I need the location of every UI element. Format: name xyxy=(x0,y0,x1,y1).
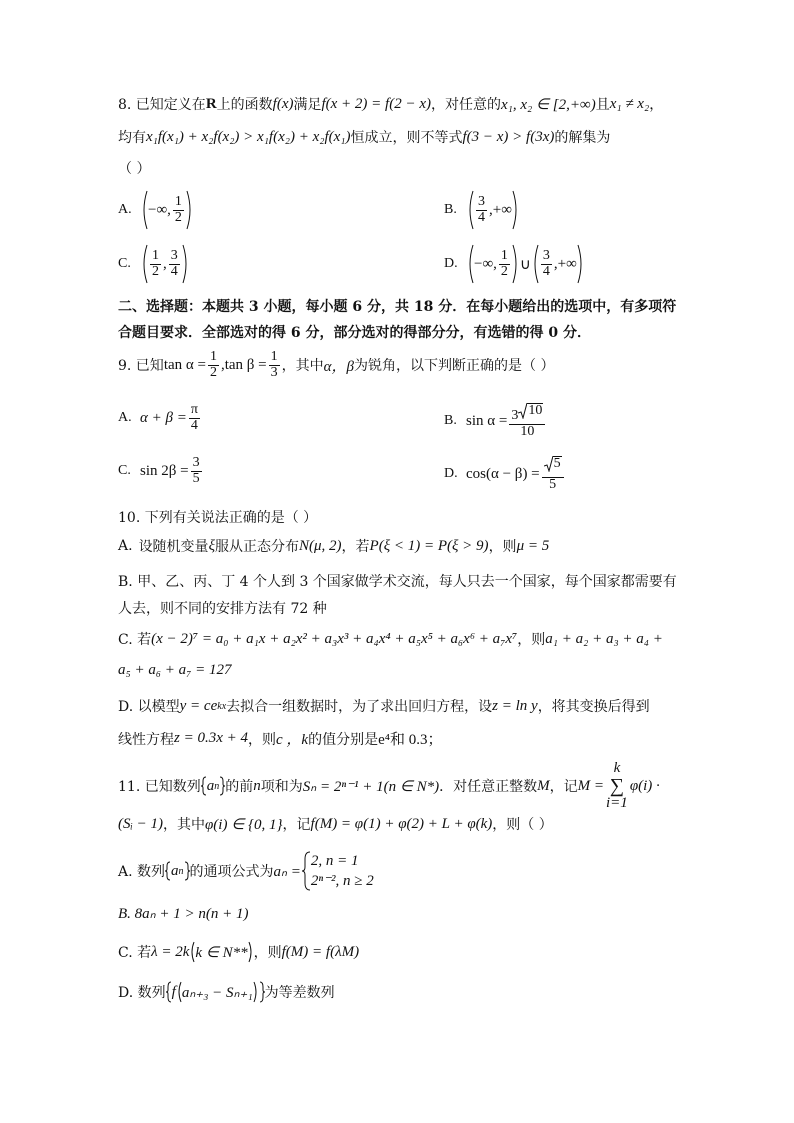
q8-function: f(x) xyxy=(272,95,294,112)
q11-phi-set: φ(i) ∈ {0, 1} xyxy=(205,816,283,833)
fraction-denominator: 2 xyxy=(500,263,508,279)
q11-M: M xyxy=(537,777,550,794)
q10-values: e⁴和 0.3； xyxy=(378,732,443,748)
q11-stem-line-1 xyxy=(118,761,694,811)
q11-phi: φ(i) · xyxy=(629,777,660,794)
q10-option-b-line-1 xyxy=(118,571,694,591)
q8-text: ， xyxy=(649,97,664,113)
option-label: C. xyxy=(118,463,131,479)
q10-sum: a₁ + a₂ + a₃ + a₄ + xyxy=(545,630,663,647)
fraction-numerator: 1 xyxy=(209,349,217,364)
q10-text: 线性方程 xyxy=(118,731,174,748)
q10-variable: ξ xyxy=(208,537,215,554)
q11-stem-line-2 xyxy=(118,814,694,834)
radicand: 10 xyxy=(528,403,543,419)
fraction-denominator: 4 xyxy=(478,209,485,225)
right-paren-icon xyxy=(512,244,520,284)
right-paren-icon xyxy=(186,190,194,230)
q11-lambda: λ = 2k xyxy=(151,943,190,960)
q11-subscript: n xyxy=(214,780,220,792)
option-label: C. 若 xyxy=(118,945,152,961)
left-paren-icon xyxy=(466,244,474,284)
left-paren-icon xyxy=(531,244,539,284)
q8-text: 8. 已知定义在 xyxy=(118,97,206,113)
q8-blank xyxy=(118,158,694,178)
q11-text: 为等差数列 xyxy=(264,985,335,1001)
sum-upper: k xyxy=(613,760,621,776)
q11-option-d xyxy=(118,981,694,1003)
right-paren-icon xyxy=(182,244,190,284)
q8-text: 满足 xyxy=(293,97,322,113)
section-heading: 合题目要求．全部选对的得 6 分，部分选对的得部分分，有选错的得 0 分． xyxy=(118,325,591,341)
fraction-numerator xyxy=(542,456,564,478)
fraction xyxy=(542,456,564,492)
q11-text: 的前 xyxy=(225,779,254,795)
sqrt-icon xyxy=(544,456,553,472)
q10-mu: μ = 5 xyxy=(516,537,550,554)
fraction xyxy=(191,456,202,486)
q8-domain: x₁, x₂ ∈ [2,+∞) xyxy=(500,96,596,113)
q11-text: ，则 xyxy=(253,945,282,961)
q10-model: y = ce xyxy=(179,697,218,714)
left-paren-icon xyxy=(466,190,474,230)
fraction-numerator: 3 xyxy=(478,193,485,209)
union-symbol: ∪ xyxy=(519,256,531,273)
q9-stem xyxy=(118,350,694,380)
q11-text: ，记 xyxy=(282,817,311,833)
case-brace-icon xyxy=(301,851,311,891)
q10-text: 去拟合一组数据时，为了求出回归方程，设 xyxy=(226,699,493,715)
q10-probability: P(ξ < 1) = P(ξ > 9) xyxy=(369,537,489,554)
q10-text: ，则 xyxy=(517,632,546,648)
q9-text: 为锐角，以下判断正确的是（ ） xyxy=(354,358,555,375)
fraction-numerator: 1 xyxy=(270,349,278,364)
fraction-denominator: 4 xyxy=(190,417,198,433)
q8-option-d xyxy=(444,244,585,284)
fraction xyxy=(476,195,487,225)
fraction-numerator: 1 xyxy=(152,247,159,263)
fraction-denominator: 10 xyxy=(520,423,535,439)
piecewise-cases xyxy=(311,851,374,892)
q11-factor: (Sᵢ − 1) xyxy=(118,815,163,832)
q11-text: ，记 xyxy=(549,779,578,795)
fraction-numerator: 1 xyxy=(500,247,508,263)
q11-sequence: a xyxy=(171,862,179,879)
q10-option-b-line-2 xyxy=(118,598,694,618)
section-heading-line-1 xyxy=(118,296,694,316)
q11-option-b xyxy=(118,904,694,923)
option-label: A. 数列 xyxy=(118,864,166,881)
interval-left: −∞, xyxy=(474,255,497,272)
q10-params: c ，k xyxy=(276,732,309,748)
interval-right: ,+∞ xyxy=(489,201,512,218)
q11-subscript: n xyxy=(178,865,184,877)
q11-option-c xyxy=(118,941,694,963)
q11-fM: f(M) = φ(1) + φ(2) + L + φ(k) xyxy=(310,815,493,832)
fraction-denominator: 5 xyxy=(549,476,557,492)
option-expr: sin α = xyxy=(466,412,508,429)
q10-linear-equation: z = 0.3x + 4 xyxy=(174,730,248,746)
q10-text: 10. 下列有关说法正确的是（ ） xyxy=(118,510,318,526)
q11-inner-expr: aₙ₊₃ − Sₙ₊₁ xyxy=(181,984,253,1001)
q10-option-b-text: B. 甲、乙、丙、丁 4 个人到 3 个国家做学术交流，每人只去一个国家，每个国家都需要有 xyxy=(118,574,677,590)
coefficient: 3 xyxy=(511,408,519,423)
q11-option-b-text: B. 8aₙ + 1 > n(n + 1) xyxy=(118,906,249,922)
q10-expansion: (x − 2)⁷ = a₀ + a₁x + a₂x² + a₃x³ + a₄x⁴ + a₅x⁵ + a₆x⁶ + a₇x⁷ xyxy=(151,630,518,647)
q9-tan-beta: ,tan β = xyxy=(220,356,267,373)
q11-text: 项和为 xyxy=(260,779,303,795)
option-label: D. 以模型 xyxy=(118,699,180,715)
q9-vars: α，β xyxy=(323,358,354,375)
fraction-numerator: 3 xyxy=(170,247,178,263)
q9-option-c xyxy=(118,456,204,486)
option-label: A. xyxy=(118,202,132,217)
q10-stem xyxy=(118,507,694,527)
fraction xyxy=(499,249,510,279)
sqrt xyxy=(544,456,562,472)
case-2: 2ⁿ⁻², n ≥ 2 xyxy=(310,873,374,890)
fraction-numerator xyxy=(509,403,545,425)
fraction-denominator: 2 xyxy=(209,364,217,380)
q11-text: ．对任意正整数 xyxy=(439,779,538,795)
q9-tan-alpha: tan α = xyxy=(163,356,206,373)
left-paren-icon xyxy=(140,190,148,230)
q10-option-d-line-1 xyxy=(118,696,694,716)
fraction-numerator: 3 xyxy=(542,247,550,263)
q8-line-1 xyxy=(118,94,694,114)
q10-model-exponent: kx xyxy=(217,700,227,712)
q9-option-d xyxy=(444,456,566,492)
q8-set-R: R xyxy=(205,95,217,112)
case-1: 2, n = 1 xyxy=(310,853,359,869)
summation xyxy=(606,761,628,811)
fraction xyxy=(208,350,219,380)
sqrt xyxy=(518,403,543,419)
q9-option-a xyxy=(118,403,202,433)
option-label: A. xyxy=(118,538,133,554)
q10-text: 服从正态分布 xyxy=(215,539,299,555)
q10-sum: a₅ + a₆ + a₇ = 127 xyxy=(118,662,232,678)
option-label: B. xyxy=(444,202,457,217)
q11-text: ，其中 xyxy=(163,817,205,833)
right-paren-icon xyxy=(577,244,585,284)
q9-option-b xyxy=(444,403,547,439)
q8-text: 均有 xyxy=(118,130,146,146)
q10-option-a xyxy=(118,536,694,556)
fraction-numerator: π xyxy=(190,402,198,417)
q11-M-eq: M = xyxy=(577,777,605,794)
fraction xyxy=(173,195,184,225)
option-label: D. xyxy=(444,466,458,482)
q8-option-b xyxy=(444,190,520,230)
option-expr: cos(α − β) = xyxy=(466,465,540,482)
q8-option-c xyxy=(118,244,190,284)
section-heading: 二、选择题：本题共 3 小题，每小题 6 分，共 18 分．在每小题给出的选项中，有多项符 xyxy=(118,299,677,315)
left-paren-icon xyxy=(140,244,148,284)
fraction xyxy=(509,403,545,439)
q10-text: 的值分别是 xyxy=(308,731,379,748)
q10-distribution: N(μ, 2) xyxy=(299,537,342,554)
option-expr: sin 2β = xyxy=(140,462,189,479)
answer-blank: （ ） xyxy=(118,161,151,177)
q10-text: ，则 xyxy=(488,539,517,555)
q11-text: ，则（ ） xyxy=(492,817,553,833)
option-label: D. xyxy=(444,256,458,271)
q11-function: f xyxy=(171,983,176,1000)
option-label: A. xyxy=(118,410,132,426)
fraction xyxy=(150,249,161,279)
q11-text: 11. 已知数列 xyxy=(118,779,201,795)
q9-text: 9. 已知 xyxy=(118,358,164,375)
interval-left: −∞, xyxy=(148,201,171,218)
fraction xyxy=(189,403,200,433)
fraction xyxy=(169,249,180,279)
fraction-denominator: 2 xyxy=(152,263,159,279)
fraction-denominator: 4 xyxy=(170,263,178,279)
q10-option-c-line-2 xyxy=(118,662,694,679)
q10-substitution: z = ln y xyxy=(492,697,538,714)
q8-option-a xyxy=(118,190,194,230)
q11-option-a xyxy=(118,851,694,892)
q8-text: 的解集为 xyxy=(554,130,611,146)
option-expr: α + β = xyxy=(140,409,187,426)
q10-option-d-line-2 xyxy=(118,728,694,749)
q10-option-c-line-1 xyxy=(118,629,694,649)
radicand: 5 xyxy=(553,456,561,472)
q11-partial-sum: Sₙ = 2ⁿ⁻¹ + 1(n ∈ N*) xyxy=(302,778,440,795)
q8-text: 恒成立，则不等式 xyxy=(350,130,463,146)
option-label: C. xyxy=(118,256,131,271)
q11-condition: k ∈ N** xyxy=(195,944,248,961)
fraction xyxy=(269,350,280,380)
sqrt-icon xyxy=(518,403,527,419)
q8-target-inequality: f(3 − x) > f(3x) xyxy=(462,128,555,145)
q9-text: ，其中 xyxy=(281,358,324,375)
q11-sequence: a xyxy=(206,777,215,794)
q11-equation: f(M) = f(λM) xyxy=(281,943,360,960)
fraction-denominator: 5 xyxy=(192,470,200,486)
option-label: C. 若 xyxy=(118,632,152,648)
right-paren-icon xyxy=(512,190,520,230)
interval-right: ,+∞ xyxy=(553,255,577,272)
q8-text: 且 xyxy=(595,97,610,113)
q8-inequality: x₁f(x₁) + x₂f(x₂) > x₁f(x₂) + x₂f(x₁) xyxy=(146,128,351,145)
fraction-numerator: 3 xyxy=(192,455,200,470)
q11-n: n xyxy=(253,777,261,794)
q11-text: 的通项公式为 xyxy=(189,864,274,881)
sigma-icon: ∑ xyxy=(609,775,625,797)
q8-line-2 xyxy=(118,127,694,147)
fraction-denominator: 3 xyxy=(270,364,278,380)
fraction-denominator: 2 xyxy=(174,209,182,225)
q8-text: ，对任意的 xyxy=(430,97,501,113)
sum-lower: i=1 xyxy=(606,795,628,811)
fraction-numerator: 1 xyxy=(174,193,182,209)
q8-condition: f(x + 2) = f(2 − x) xyxy=(321,95,431,112)
option-label: D. 数列 xyxy=(118,985,166,1001)
section-heading-line-2 xyxy=(118,322,694,342)
comma: , xyxy=(163,255,167,272)
q8-neq: x₁ ≠ x₂ xyxy=(609,95,650,112)
q10-text: ，若 xyxy=(341,539,370,555)
fraction-denominator: 4 xyxy=(542,263,550,279)
q10-text: ，则 xyxy=(248,731,276,748)
q11-an: aₙ = xyxy=(273,863,301,880)
q10-option-b-text: 人去，则不同的安排方法有 72 种 xyxy=(118,601,327,617)
fraction xyxy=(541,249,552,279)
q8-text: 上的函数 xyxy=(216,97,273,113)
q10-text: ，将其变换后得到 xyxy=(537,699,650,715)
q10-text: 设随机变量 xyxy=(138,539,209,555)
option-label: B. xyxy=(444,413,457,429)
